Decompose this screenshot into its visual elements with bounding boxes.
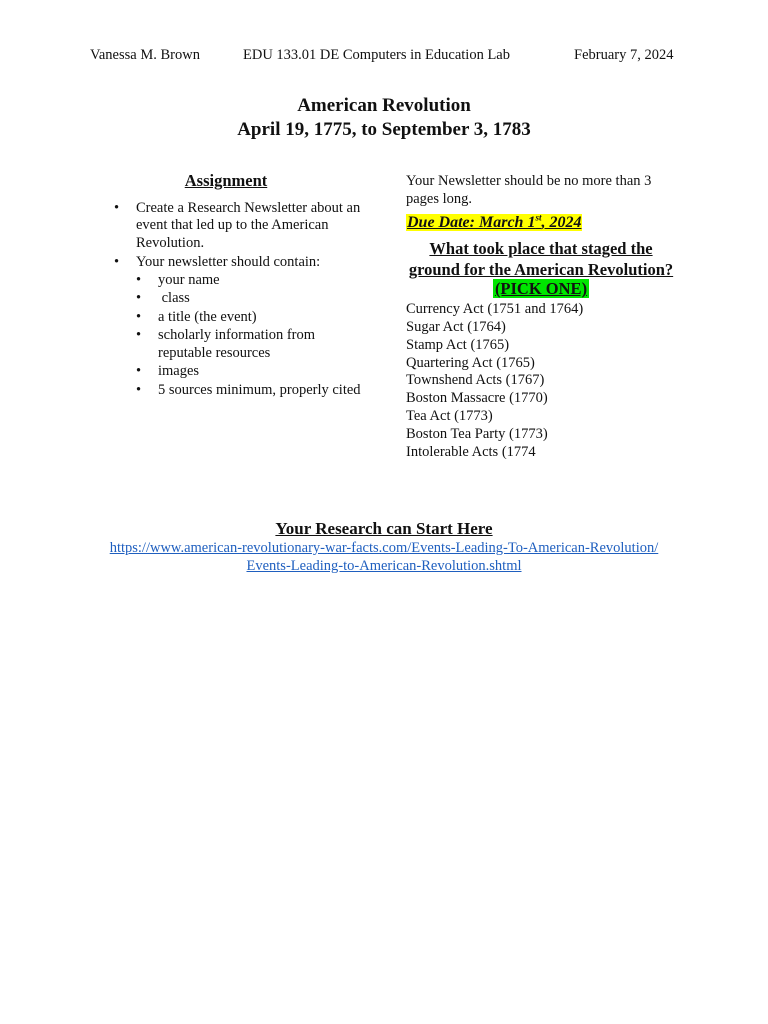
- list-item: • a title (the event): [136, 309, 368, 327]
- list-item-text: Create a Research Newsletter about an event that led up to the American Revolution.: [136, 199, 361, 251]
- list-item: Quartering Act (1765): [406, 354, 535, 371]
- document-title: [0, 94, 768, 142]
- research-section: [0, 518, 768, 575]
- assignment-heading: Assignment: [184, 171, 268, 190]
- newsletter-contents-list: [136, 272, 368, 400]
- research-link[interactable]: [84, 539, 684, 575]
- list-item: Sugar Act (1764): [406, 318, 506, 335]
- list-item: [108, 254, 368, 399]
- list-item: • class: [136, 290, 368, 308]
- due-date-suffix-ordinal: st: [535, 213, 542, 223]
- due-date-year: , 2024: [541, 214, 582, 232]
- assignment-list: [108, 200, 368, 400]
- research-heading: Your Research can Start Here: [275, 519, 493, 538]
- events-heading: What took place that staged the ground for the American Revolution?: [408, 239, 674, 279]
- list-item: Currency Act (1751 and 1764): [406, 300, 584, 317]
- list-item: [108, 200, 368, 253]
- list-item: • images: [136, 363, 368, 381]
- list-item: Intolerable Acts (1774: [406, 444, 536, 461]
- list-item: • 5 sources minimum, properly cited: [136, 382, 368, 400]
- list-item: • scholarly information from reputable resources: [136, 327, 368, 362]
- list-item: Stamp Act (1765): [406, 336, 510, 353]
- list-item: • your name: [136, 272, 368, 290]
- pick-one-label: (PICK ONE): [494, 279, 588, 299]
- research-link-line-1: https://www.american-revolutionary-war-facts.com/Events-Leading-To-American-Revolution/: [109, 540, 659, 556]
- title-line-2: April 19, 1775, to September 3, 1783: [237, 119, 531, 140]
- list-item: Tea Act (1773): [406, 408, 493, 425]
- author-name: Vanessa M. Brown: [90, 47, 200, 63]
- pick-one-wrap: [406, 280, 676, 300]
- list-item: Boston Tea Party (1773): [406, 426, 548, 443]
- length-note: Your Newsletter should be no more than 3 pages long.: [406, 173, 652, 207]
- assignment-column: [108, 172, 368, 401]
- events-list: [406, 301, 676, 462]
- title-line-1: American Revolution: [297, 95, 471, 116]
- due-date-prefix: Due Date: March 1: [407, 214, 536, 232]
- due-date: [406, 214, 582, 231]
- due-date-line: [406, 208, 676, 233]
- list-item-text: Your newsletter should contain:: [136, 254, 321, 270]
- document-date: February 7, 2024: [574, 47, 674, 63]
- research-link-line-2: Events-Leading-to-American-Revolution.shtml: [246, 558, 522, 574]
- list-item: Townshend Acts (1767): [406, 372, 545, 389]
- events-column: [406, 173, 676, 462]
- list-item: Boston Massacre (1770): [406, 390, 548, 407]
- course-name: EDU 133.01 DE Computers in Education Lab: [243, 47, 510, 63]
